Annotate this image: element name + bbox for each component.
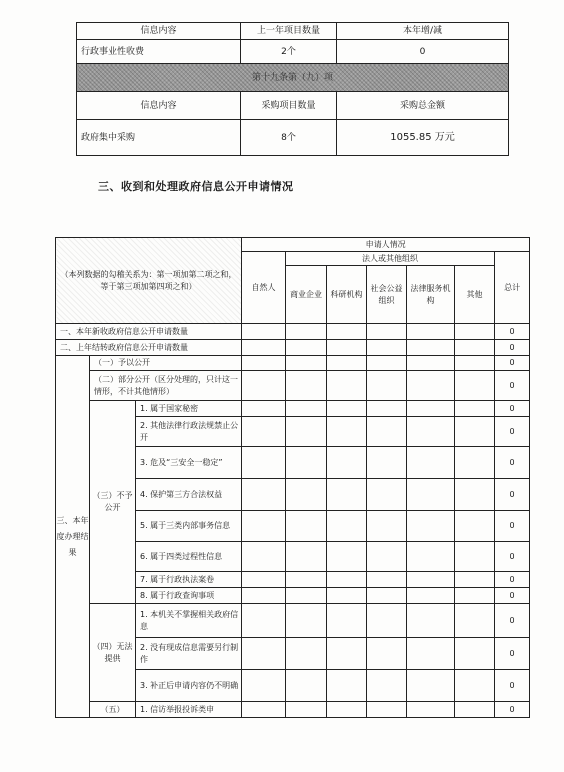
table-row [77,23,509,40]
empty-cell [327,340,367,356]
empty-cell [455,638,495,670]
empty-cell [407,447,455,479]
empty-cell [455,324,495,340]
empty-cell [367,340,407,356]
empty-cell [286,542,327,572]
total-cell: 0 [495,604,530,638]
empty-cell [407,356,455,371]
empty-cell [367,638,407,670]
row-label: 4. 保护第三方合法权益 [136,479,242,511]
empty-cell [367,479,407,511]
empty-cell [242,702,286,718]
empty-cell [367,670,407,702]
table-row [56,356,530,371]
empty-cell [407,604,455,638]
empty-cell [407,588,455,604]
empty-cell [327,604,367,638]
legal-entity-header: 法人或其他组织 [286,252,495,266]
row-label: 1. 本机关不掌握相关政府信息 [136,604,242,638]
empty-cell [242,588,286,604]
row-label: 8. 属于行政查询事项 [136,588,242,604]
total-cell: 0 [495,356,530,371]
empty-cell [286,324,327,340]
table-row [56,702,530,718]
empty-cell [242,604,286,638]
empty-cell [407,572,455,588]
empty-cell [367,447,407,479]
not-open-label: （三）不予公开 [90,401,136,604]
empty-cell [367,371,407,401]
commercial-enterprise-header: 商业企业 [286,266,327,324]
total-cell: 0 [495,371,530,401]
empty-cell [407,511,455,542]
empty-cell [367,702,407,718]
header-cell: 信息内容 [77,92,241,120]
empty-cell [367,324,407,340]
empty-cell [327,324,367,340]
empty-cell [407,371,455,401]
empty-cell [286,417,327,447]
results-group-label: 三、本年度办理结果 [56,356,90,718]
empty-cell [242,417,286,447]
empty-cell [455,447,495,479]
empty-cell [407,324,455,340]
empty-cell [242,356,286,371]
empty-cell [407,479,455,511]
empty-cell [367,401,407,417]
total-cell: 0 [495,542,530,572]
empty-cell [286,638,327,670]
table-row [56,371,530,401]
application-handling-table [55,237,530,718]
empty-cell [407,542,455,572]
empty-cell [407,702,455,718]
header-cell: 采购总金额 [337,92,509,120]
row-label: 3. 补正后申请内容仍不明确 [136,670,242,702]
empty-cell [455,542,495,572]
row-label: 一、本年新收政府信息公开申请数量 [56,324,242,340]
empty-cell [327,356,367,371]
row-label: 3. 危及“三安全一稳定” [136,447,242,479]
empty-cell [407,401,455,417]
header-cell: 采购项目数量 [241,92,337,120]
empty-cell [286,356,327,371]
empty-cell [327,670,367,702]
empty-cell [242,447,286,479]
total-cell: 0 [495,479,530,511]
empty-cell [455,371,495,401]
empty-cell [286,572,327,588]
empty-cell [455,340,495,356]
empty-cell [286,401,327,417]
research-institution-header: 科研机构 [327,266,367,324]
row-label: 1. 信访举报投诉类申 [136,702,242,718]
procurement-item-name: 政府集中采购 [77,120,241,156]
total-cell: 0 [495,572,530,588]
empty-cell [367,572,407,588]
empty-cell [242,638,286,670]
empty-cell [242,542,286,572]
empty-cell [455,417,495,447]
row-label: 6. 属于四类过程性信息 [136,542,242,572]
empty-cell [242,401,286,417]
empty-cell [455,604,495,638]
row-label: （一）予以公开 [90,356,242,371]
empty-cell [327,371,367,401]
legal-service-header: 法律服务机构 [407,266,455,324]
empty-cell [327,588,367,604]
empty-cell [242,511,286,542]
empty-cell [455,401,495,417]
empty-cell [327,479,367,511]
fee-prev-count: 2个 [241,40,337,64]
total-cell: 0 [495,447,530,479]
fee-change: 0 [337,40,509,64]
empty-cell [242,371,286,401]
empty-cell [327,702,367,718]
fifth-label: （五） [90,702,136,718]
empty-cell [242,572,286,588]
empty-cell [286,340,327,356]
empty-cell [455,670,495,702]
row-label: 2. 其他法律行政法规禁止公开 [136,417,242,447]
empty-cell [327,447,367,479]
empty-cell [242,670,286,702]
procurement-count: 8个 [241,120,337,156]
table-row [77,92,509,120]
empty-cell [455,572,495,588]
other-header: 其他 [455,266,495,324]
row-label: （二）部分公开（区分处理的，只计这一情形，不计其他情形） [90,371,242,401]
empty-cell [367,356,407,371]
fee-item-name: 行政事业性收费 [77,40,241,64]
total-cell: 0 [495,670,530,702]
applicant-header: 申请人情况 [242,238,530,252]
empty-cell [367,588,407,604]
empty-cell [367,542,407,572]
total-cell: 0 [495,638,530,670]
empty-cell [455,511,495,542]
empty-cell [367,604,407,638]
total-header: 总计 [495,252,530,324]
table-row [56,324,530,340]
empty-cell [327,542,367,572]
total-cell: 0 [495,324,530,340]
empty-cell [455,702,495,718]
empty-cell [327,572,367,588]
section-band: 第十九条第（九）项 [77,64,509,92]
header-cell: 信息内容 [77,23,241,40]
procurement-fee-table [76,22,509,156]
natural-person-header: 自然人 [242,252,286,324]
row-label: 1. 属于国家秘密 [136,401,242,417]
empty-cell [455,479,495,511]
cannot-provide-label: （四）无法提供 [90,604,136,702]
empty-cell [242,479,286,511]
empty-cell [242,324,286,340]
table-row [77,64,509,92]
table-row [56,238,530,252]
empty-cell [286,371,327,401]
header-cell: 上一年项目数量 [241,23,337,40]
table-row [56,604,530,638]
procurement-amount: 1055.85 万元 [337,120,509,156]
empty-cell [407,340,455,356]
empty-cell [327,638,367,670]
total-cell: 0 [495,702,530,718]
total-cell: 0 [495,511,530,542]
empty-cell [407,638,455,670]
total-cell: 0 [495,417,530,447]
row-label: 二、上年结转政府信息公开申请数量 [56,340,242,356]
empty-cell [286,604,327,638]
empty-cell [367,511,407,542]
empty-cell [286,447,327,479]
header-cell: 本年增/减 [337,23,509,40]
public-welfare-org-header: 社会公益组织 [367,266,407,324]
empty-cell [407,670,455,702]
empty-cell [286,511,327,542]
total-cell: 0 [495,588,530,604]
total-cell: 0 [495,340,530,356]
empty-cell [286,702,327,718]
total-cell: 0 [495,401,530,417]
empty-cell [327,417,367,447]
empty-cell [286,479,327,511]
empty-cell [455,588,495,604]
empty-cell [407,417,455,447]
table-row [77,120,509,156]
empty-cell [242,340,286,356]
section-heading: 三、收到和处理政府信息公开申请情况 [98,180,294,193]
empty-cell [367,417,407,447]
row-label: 7. 属于行政执法案卷 [136,572,242,588]
corner-note: （本列数据的勾稽关系为：第一项加第二项之和，等于第三项加第四项之和） [56,238,242,324]
empty-cell [455,356,495,371]
table-row [56,401,530,417]
empty-cell [286,588,327,604]
empty-cell [327,401,367,417]
empty-cell [327,511,367,542]
row-label: 2. 没有现成信息需要另行制作 [136,638,242,670]
row-label: 5. 属于三类内部事务信息 [136,511,242,542]
empty-cell [286,670,327,702]
table-row [56,340,530,356]
table-row [77,40,509,64]
